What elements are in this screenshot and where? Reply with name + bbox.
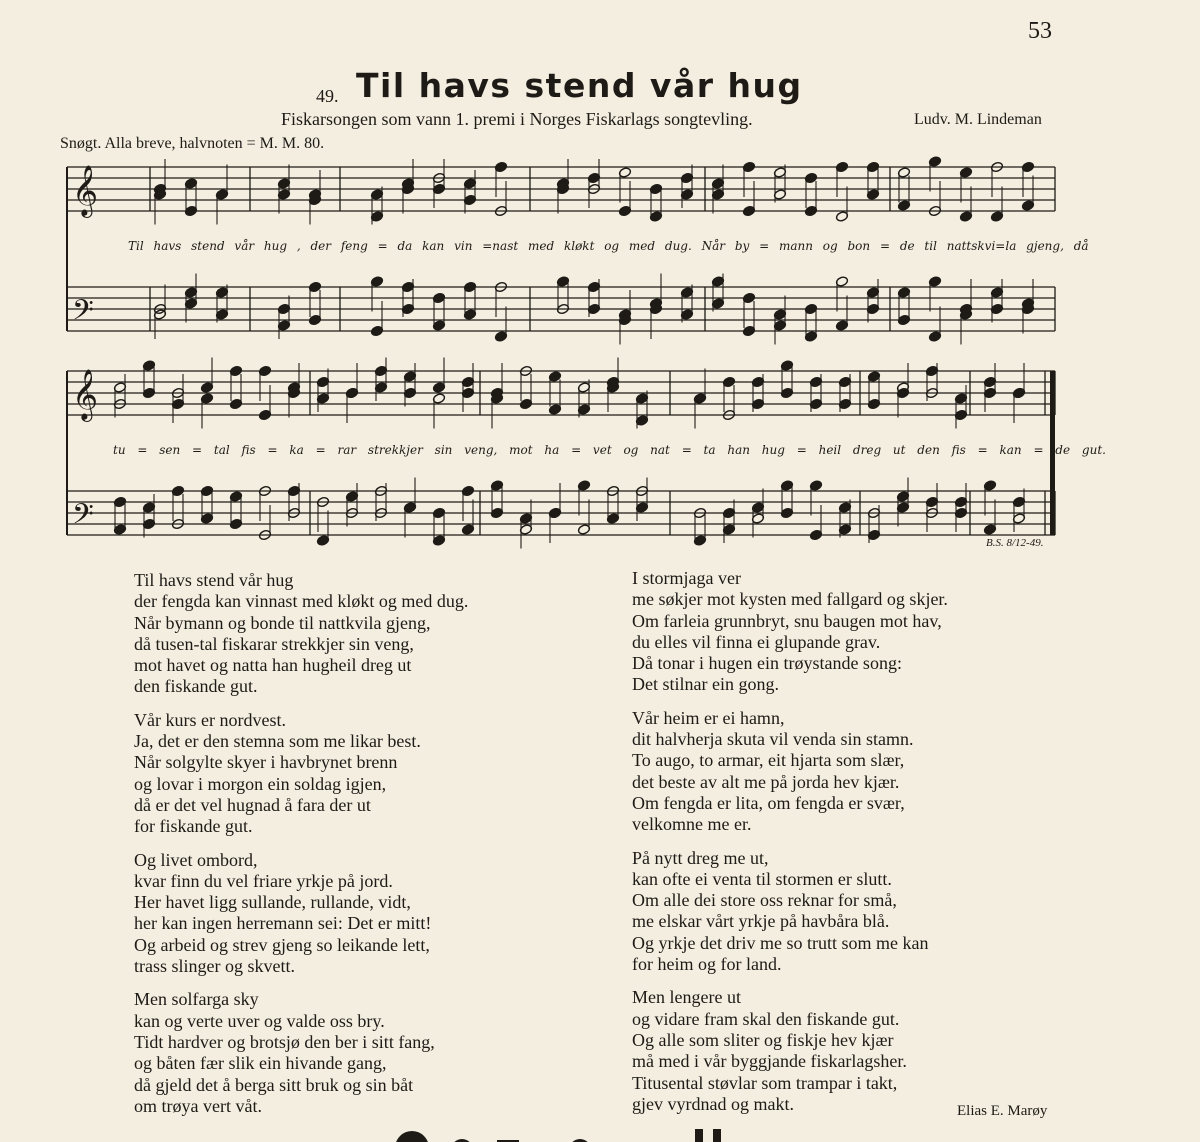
verse-line: og båten fær slik ein hivande gang, [134, 1053, 387, 1074]
subtitle: Fiskarsongen som vann 1. premi i Norges Fiskarlags songtevling. [281, 109, 753, 129]
engraver-mark: B.S. 8/12-49. [986, 537, 1044, 549]
stanza-8 [632, 987, 1052, 1115]
verse-line: På nytt dreg me ut, [632, 847, 769, 868]
verse-line: I stormjaga ver [632, 568, 741, 588]
verses-right-column [632, 568, 1052, 1127]
stanza-1 [134, 570, 594, 698]
verse-line: me søkjer mot kysten med fallgard og skjer. [632, 589, 948, 610]
bass-clef-icon: 𝄢 [72, 294, 94, 334]
verse-line: kan og verte uver og valde oss bry. [134, 1010, 385, 1031]
verse-line: kan ofte ei venta til stormen er slutt. [632, 868, 892, 889]
verse-line: Om farleia grunnbryt, snu baugen mot hav, [632, 610, 942, 631]
verse-line: her kan ingen herremann sei: Det er mitt! [134, 913, 432, 934]
verse-line: gjev vyrdnad og makt. [632, 1093, 794, 1114]
verse-line: kvar finn du vel friare yrkje på jord. [134, 870, 393, 891]
verse-line: trass slinger og skvett. [134, 956, 295, 977]
stanza-2 [134, 710, 594, 838]
stanza-6 [632, 708, 1052, 836]
verse-line: om trøya vert våt. [134, 1095, 262, 1116]
verse-line: der fengda kan vinnast med kløkt og med dug. [134, 591, 469, 612]
verse-line: velkomne me er. [632, 814, 752, 835]
verse-line: den fiskande gut. [134, 676, 258, 697]
tempo-marking: Snøgt. Alla breve, halvnoten = M. M. 80. [60, 135, 325, 152]
music-score [0, 0, 1200, 560]
verse-line: og lovar i morgon ein soldag igjen, [134, 773, 387, 794]
stanza-5 [632, 568, 1052, 696]
treble-clef-icon: 𝄞 [72, 369, 99, 420]
verse-line: det beste av alt me på jorda hev kjær. [632, 771, 900, 792]
verse-line: Her havet ligg sullande, rullande, vidt, [134, 892, 411, 913]
verse-line: og vidare fram skal den fiskande gut. [632, 1008, 900, 1029]
verse-line: Til havs stend vår hug [134, 570, 294, 590]
verse-line: Men lengere ut [632, 987, 741, 1008]
verse-line: då er det vel hugnad å fara der ut [134, 794, 371, 815]
next-title-fragment [384, 1124, 724, 1142]
verse-line: Tidt hardver og brotsjø den ber i sitt fang, [134, 1031, 435, 1052]
lyrics-system-1: Til havs stend vår hug , der feng = da kan vin =nast med kløkt og med dug. Når by = mann og bon = de til nattskvi=la gjeng, då [128, 239, 1089, 253]
verse-line: Og alle som sliter og fiskje hev kjær [632, 1029, 894, 1050]
author: Elias E. Marøy [957, 1103, 1048, 1119]
verse-line: me elskar vårt yrkje på havbåra blå. [632, 911, 890, 932]
verse-line: Vår heim er ei hamn, [632, 707, 785, 728]
verse-line: Og yrkje det driv me so trutt som me kan [632, 932, 929, 953]
verse-line: Ja, det er den stemna som me likar best. [134, 731, 421, 752]
stanza-7 [632, 848, 1052, 976]
verse-line: Når solgylte skyer i havbrynet brenn [134, 752, 398, 773]
verse-line: Og livet ombord, [134, 849, 258, 870]
verses-left-column [134, 570, 594, 1129]
verse-line: Då tonar i hugen ein trøystande song: [632, 653, 902, 674]
page-number: 53 [1028, 18, 1052, 44]
verse-line: då gjeld det å berga sitt bruk og sin båt [134, 1074, 414, 1095]
verse-line: Det stilnar ein gong. [632, 674, 779, 695]
verse-line: Om alle dei store oss reknar for små, [632, 890, 897, 911]
treble-clef-icon: 𝄞 [72, 165, 99, 216]
verse-line: for fiskande gut. [134, 816, 253, 837]
verse-line: dit halvherja skuta vil venda sin stamn. [632, 729, 914, 750]
song-number: 49. [316, 86, 339, 106]
verse-line: du elles vil finna ei glupande grav. [632, 631, 881, 652]
verse-line: for heim og for land. [632, 954, 782, 975]
verse-line: Om fengda er lita, om fengda er svær, [632, 792, 905, 813]
verse-line: då tusen-tal fiskarar strekkjer sin veng, [134, 633, 414, 654]
verse-line: To augo, to armar, eit hjarta som slær, [632, 750, 905, 771]
stanza-3 [134, 850, 594, 978]
song-title: Til havs stend vår hug [356, 66, 803, 105]
verse-line: mot havet og natta han hugheil dreg ut [134, 655, 412, 676]
verse-line: Vår kurs er nordvest. [134, 709, 286, 730]
verse-line: Titusental støvlar som trampar i takt, [632, 1072, 898, 1093]
verse-line: Men solfarga sky [134, 989, 259, 1010]
bass-clef-icon: 𝄢 [72, 498, 94, 538]
verse-line: Og arbeid og strev gjeng so leikande lett, [134, 934, 430, 955]
composer: Ludv. M. Lindeman [914, 111, 1042, 128]
stanza-4 [134, 989, 594, 1117]
verse-line: må med i vår byggjande fiskarlagsher. [632, 1051, 907, 1072]
verse-line: Når bymann og bonde til nattkvila gjeng, [134, 612, 431, 633]
lyrics-system-2: tu = sen = tal fis = ka = rar strekkjer sin veng, mot ha = vet og nat = ta han hug = heil dreg ut den fis = kan = de gut. [113, 443, 1106, 457]
